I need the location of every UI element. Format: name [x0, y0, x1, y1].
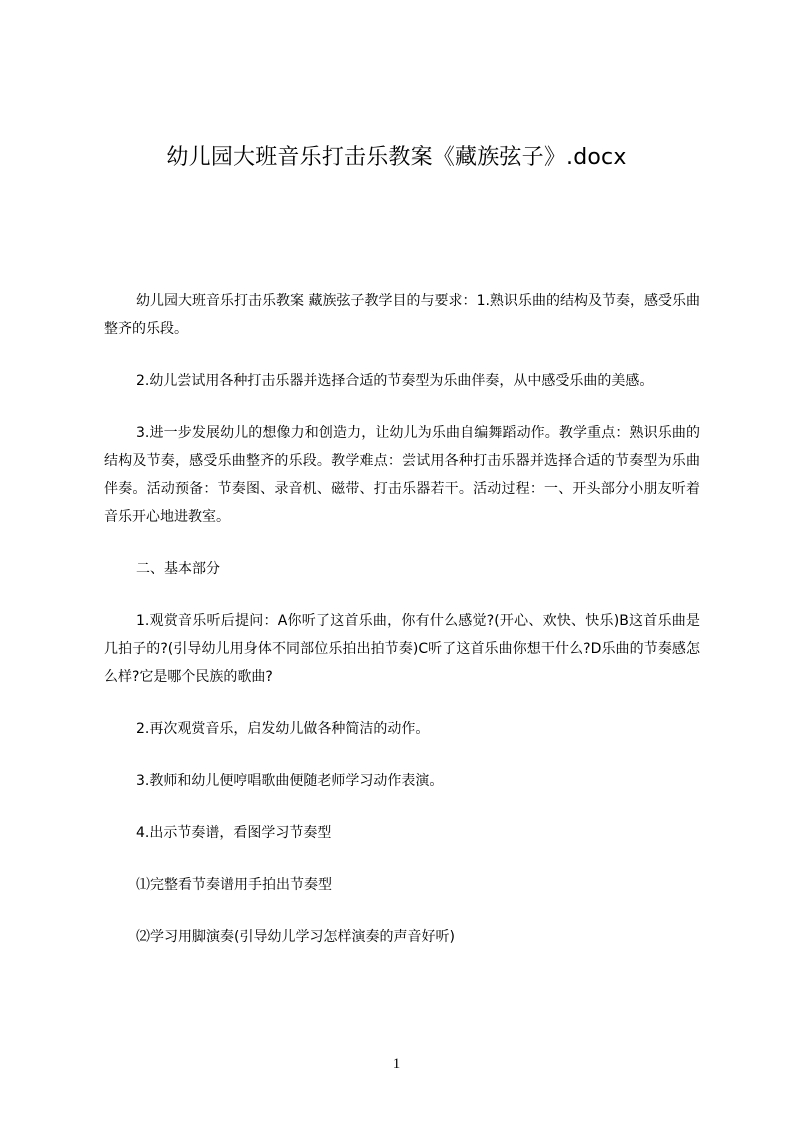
paragraph-objective-3: 3.进一步发展幼儿的想像力和创造力，让幼儿为乐曲自编舞蹈动作。教学重点：熟识乐曲的结构及节奏，感受乐曲整齐的乐段。教学难点：尝试用各种打击乐器并选择合适的节奏型为乐曲伴奏。活动预备：节奏图、录音机、磁带、打击乐器若干。活动过程：一、开头部分小朋友听着音乐开心地进教室。	[104, 425, 700, 525]
paragraph-objective-2: 2.幼儿尝试用各种打击乐器并选择合适的节奏型为乐曲伴奏，从中感受乐曲的美感。	[136, 373, 654, 389]
section-heading-basic: 二、基本部分	[136, 561, 220, 577]
paragraph-step-2: 2.再次观赏音乐，启发幼儿做各种简洁的动作。	[136, 721, 430, 737]
paragraph-substep-1: ⑴完整看节奏谱用手拍出节奏型	[136, 877, 332, 893]
paragraph-step-1: 1.观赏音乐听后提问：A你听了这首乐曲，你有什么感觉?(开心、欢快、快乐)B这首乐曲是几拍子的?(引导幼儿用身体不同部位乐拍出拍节奏)C听了这首乐曲你想干什么?D乐曲的节奏感怎么样?它是哪个民族的歌曲?	[104, 613, 700, 685]
paragraph-objectives: 幼儿园大班音乐打击乐教案 藏族弦子教学目的与要求：1.熟识乐曲的结构及节奏，感受乐曲整齐的乐段。	[104, 293, 700, 337]
document-body	[104, 287, 700, 975]
paragraph-step-3: 3.教师和幼儿便哼唱歌曲便随老师学习动作表演。	[136, 773, 444, 789]
paragraph-substep-2: ⑵学习用脚演奏(引导幼儿学习怎样演奏的声音好听)	[136, 929, 455, 945]
paragraph-step-4: 4.出示节奏谱，看图学习节奏型	[136, 825, 332, 841]
document-title: 幼儿园大班音乐打击乐教案《藏族弦子》.docx	[166, 145, 627, 170]
page-number: 1	[392, 1056, 401, 1072]
